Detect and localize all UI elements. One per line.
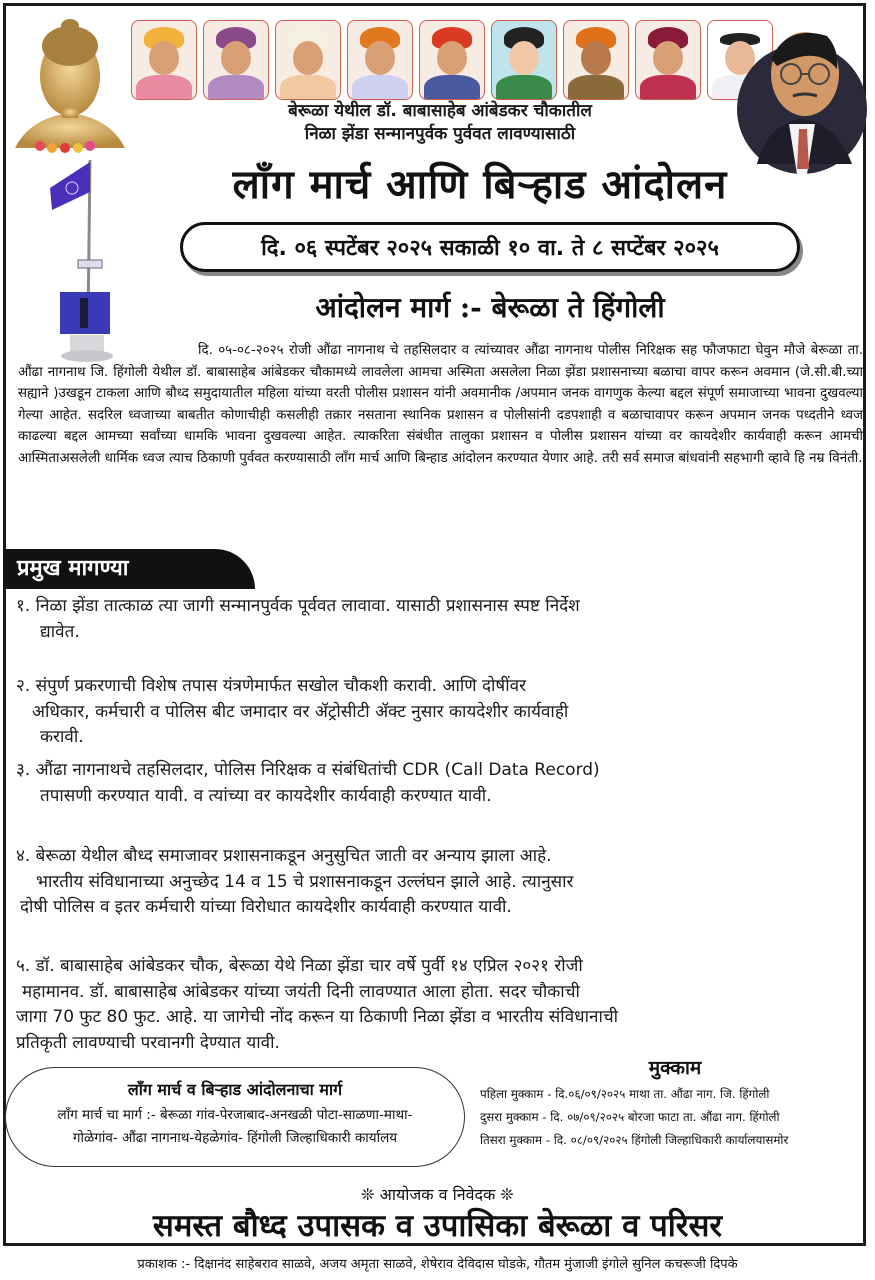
- route-heading: आंदोलन मार्ग :- बेरूळा ते हिंगोली: [315, 291, 665, 324]
- demand-item-1: [16, 594, 866, 645]
- demand-line: ५. डॉ. बाबासाहेब आंबेडकर चौक, बेरूळा येथे निळा झेंडा चार वर्षे पुर्वी १४ एप्रिल २०२१ रोजी: [16, 956, 583, 976]
- date-range: दि. ०६ स्पटेंबर २०२५ सकाळी १० वा. ते ८ सप्टेंबर २०२५: [261, 236, 719, 261]
- portrait-image: [563, 20, 629, 100]
- route-line-1: लाँग मार्च चा मार्ग :- बेरूळा गांव-पेरजाबाद-अनखळी पोटा-साळणा-माथा-: [57, 1107, 413, 1123]
- buddha-statue-image: [10, 18, 130, 158]
- header-subtitle: [160, 100, 720, 146]
- portrait-image: [635, 20, 701, 100]
- portraits-row: [131, 20, 773, 100]
- paragraph-text: दि. ०५-०८-२०२५ रोजी औंढा नागनाथ चे तहसिलदार व त्यांच्यावर औंढा नागनाथ पोलीस निरिक्षक सह फौजफाटा घेवुन मौजे बेरूळा ता. औंढा नागनाथ जि. हिंगोली येथील डॉ. बाबासाहेब आंबेडकर चौकामध्ये लावलेला आमचा अस्मिता असलेला निळा झेंडा प्रशासनाच्या बळाचा वापर करून अवमान (जे.सी.बी.च्या सह्याने )उखडून टाकला आणि बौध्द समुदायातील महिला यांच्या वरती पोलीस प्रशासन यांनी अवमानीक /अपमान जनक वागणुक केल्या बद्दल संपूर्ण समाजाच्या भावना दुखवल्या गेल्या आहेत. सदरिल ध्वजाच्या बाबतीत कोणाचीही कसलीही तक्रार नसताना स्थानिक प्रशासन व पोलीसांनी दडपशाही व बळाचावापर करून अपमान जनक पध्दतीने ध्वज काढल्या बद्दल आमच्या सर्वांच्या धामकि भावना दुखवल्या आहेत. त्याकरिता संबंधीत तालुका प्रशासन व पोलीस प्रशासन यांच्या वर कायदेशीर कार्यवाही करून आमची आस्मिताअसलेली धार्मिक ध्वज त्याच ठिकाणी पुर्ववत करण्यासाठी लाँग मार्च आणि बिन्हाड आंदोलन करण्यात येणार आहे. तरी सर्व समाज बांधवांनी सहभागी व्हावे हि नम्र विनंती.: [18, 343, 863, 466]
- organiser-name: समस्त बौध्द उपासक व उपासिका बेरूळा व परिसर: [152, 1208, 723, 1244]
- portrait-image: [347, 20, 413, 100]
- halts-title: मुक्काम: [648, 1057, 702, 1079]
- demand-line: महामानव. डॉ. बाबासाहेब आंबेडकर यांच्या जयंती दिनी लावण्यात आला होता. सदर चौकाची: [22, 981, 580, 1002]
- demand-item-3: [16, 758, 866, 809]
- demand-item-2: [16, 674, 866, 751]
- halt-item: दुसरा मुक्काम - दि. ०७/०९/२०२५ बोरजा फाटा ता. औंढा नाग. हिंगोली: [480, 1110, 780, 1124]
- demand-line: १. निळा झेंडा तात्काळ त्या जागी सन्मानपुर्वक पूर्ववत लावावा. यासाठी प्रशासनास स्पष्ट निर्देश: [16, 596, 580, 616]
- demand-item-4: [16, 844, 866, 921]
- demand-line: जागा 70 फुट 80 फुट. आहे. या जागेची नोंद करून या ठिकाणी निळा झेंडा व भारतीय संविधानाची: [16, 1007, 619, 1027]
- blue-flag-pole-image: [40, 160, 130, 365]
- subtitle-line-1: बेरूळा येथील डॉ. बाबासाहेब आंबेडकर चौकातील: [288, 101, 592, 121]
- demand-line: २. संपुर्ण प्रकरणाची विशेष तपास यंत्रणेमार्फत सखोल चौकशी करावी. आणि दोषींवर: [16, 676, 527, 696]
- date-range-box: [180, 222, 800, 272]
- organiser-label: ❊ आयोजक व निवेदक ❊: [361, 1185, 514, 1204]
- portrait-image: [491, 20, 557, 100]
- route-line-2: गोळेगांव- औंढा नागनाथ-येहळेगांव- हिंगोली जिल्हाधिकारी कार्यालय: [72, 1130, 398, 1146]
- route-box-title: लाँग मार्च व बिऱ्हाड आंदोलनाचा मार्ग: [127, 1080, 343, 1099]
- portrait-image: [131, 20, 197, 100]
- description-paragraph: [18, 340, 863, 469]
- portrait-image: [419, 20, 485, 100]
- portrait-image: [275, 20, 341, 100]
- demand-line: द्यावेत.: [40, 621, 80, 642]
- subtitle-line-2: निळा झेंडा सन्मानपुर्वक पुर्ववत लावण्यासाठी: [304, 124, 576, 144]
- halt-item: तिसरा मुक्काम - दि. ०८/०९/२०२५ हिंगोली जिल्हाधिकारी कार्यालयासमोर: [480, 1133, 789, 1147]
- demand-line: तपासणी करण्यात यावी. व त्यांच्या वर कायदेशीर कार्यवाही करण्यात यावी.: [40, 785, 492, 806]
- ambedkar-portrait-image: [727, 14, 867, 179]
- demand-line: ४. बेरूळा येथील बौध्द समाजावर प्रशासनाकडून अनुसुचित जाती वर अन्याय झाला आहे.: [16, 846, 552, 866]
- halt-item: पहिला मुक्काम - दि.०६/०९/२०२५ माथा ता. औंढा नाग. जि. हिंगोली: [480, 1087, 770, 1101]
- demand-line: करावी.: [40, 727, 84, 747]
- demand-line: ३. औंढा नागनाथचे तहसिलदार, पोलिस निरिक्षक व संबंधितांची CDR (Call Data Record): [16, 760, 600, 780]
- halts-section: [480, 1054, 870, 1152]
- demand-line: अधिकार, कर्मचारी व पोलिस बीट जमादार वर ॲट्रोसीटी ॲक्ट नुसार कायदेशीर कार्यवाही: [32, 701, 569, 722]
- publisher-line: प्रकाशक :- दिक्षानंद साहेबराव साळवे, अजय अमृता साळवे, शेषेराव देविदास घोडके, गौतम मुंजाजी इंगोले सुनिल कचरूजी दिपके: [137, 1257, 738, 1272]
- demand-line: भारतीय संविधानाच्या अनुच्छेद 14 व 15 चे प्रशासनाकडून उल्लंघन झाले आहे. त्यानुसार: [36, 871, 574, 892]
- demands-heading: प्रमुख मागण्या: [3, 549, 255, 589]
- long-march-route-box: [5, 1067, 465, 1167]
- demand-line: प्रतिकृती लावण्याची परवानगी देण्यात यावी.: [16, 1032, 280, 1053]
- demand-item-5: [16, 954, 866, 1056]
- poster-title: लाँग मार्च आणि बिऱ्हाड आंदोलन: [232, 161, 728, 208]
- demand-line: दोषी पोलिस व इतर कर्मचारी यांच्या विरोधात कायदेशीर कार्यवाही करण्यात यावी.: [20, 897, 512, 917]
- portrait-image: [203, 20, 269, 100]
